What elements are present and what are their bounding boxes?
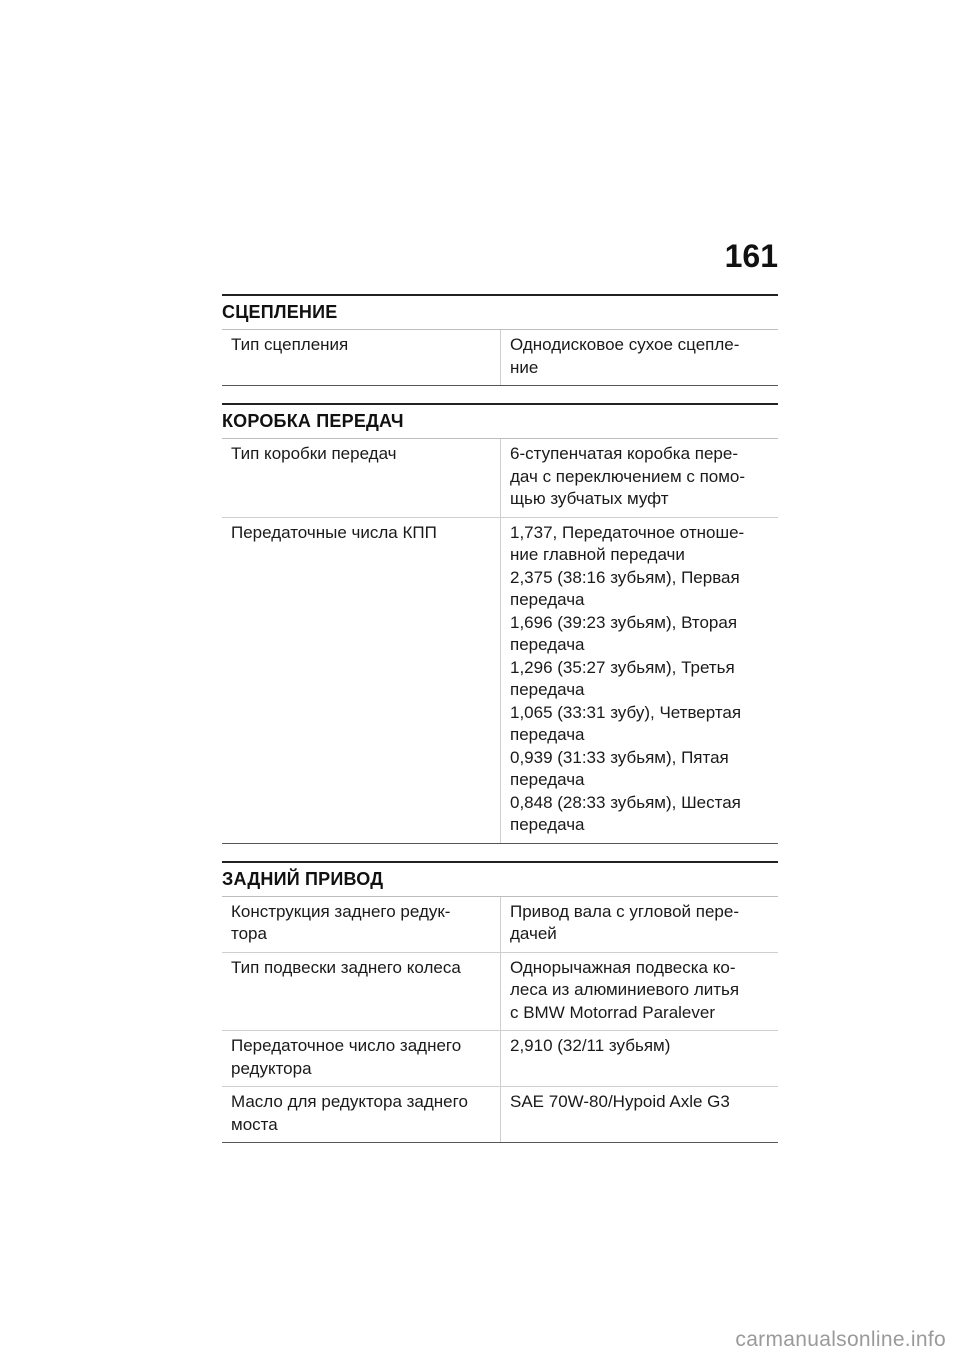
table-row [222,330,778,386]
table-row [222,953,778,1032]
row-label: Конструкция заднего редук- тора [231,901,451,943]
row-label: Тип подвески заднего колеса [231,957,461,977]
row-value: 1,737, Передаточное отноше- ние главной передачи 2,375 (38:16 зубьям), Первая передача 1,696 (39:23 зубьям), Вторая передача 1,296 (35:27 зубьям), Третья передача 1,065 (33:31 зубу), Четвертая передача 0,939 (31:33 зубьям), Пятая передача 0,848 (28:33 зубьям), Шестая передача [500,518,778,843]
row-value: 6-ступенчатая коробка пере- дач с переключением с помо- щью зубчатых муфт [500,439,778,517]
row-label: Передаточные числа КПП [231,522,437,542]
table-row [222,439,778,518]
table-row [222,897,778,953]
section-rear-drive [222,861,778,1144]
spec-content [222,294,778,1160]
row-value: SAE 70W-80/Hypoid Axle G3 [500,1087,778,1142]
row-value: Однорычажная подвеска ко- леса из алюминиевого литья с BMW Motorrad Paralever [500,953,778,1031]
row-label: Тип коробки передач [231,444,397,463]
row-label: Тип сцепления [231,335,349,354]
section-clutch [222,294,778,386]
watermark: carmanualsonline.info [735,1328,946,1351]
section-title: СЦЕПЛЕНИЕ [222,296,778,330]
section-title: КОРОБКА ПЕРЕДАЧ [222,405,778,439]
page-number: 161 [724,238,778,274]
row-value: 2,910 (32/11 зубьям) [500,1031,778,1086]
section-title: ЗАДНИЙ ПРИВОД [222,863,778,897]
table-row [222,518,778,844]
section-gearbox [222,403,778,844]
row-value: Привод вала с угловой пере- дачей [500,897,778,952]
row-label: Передаточное число заднего редуктора [231,1036,462,1078]
table-row [222,1087,778,1143]
row-label: Масло для редуктора заднего моста [231,1092,468,1134]
row-value: Однодисковое сухое сцепле- ние [500,330,778,385]
table-row [222,1031,778,1087]
